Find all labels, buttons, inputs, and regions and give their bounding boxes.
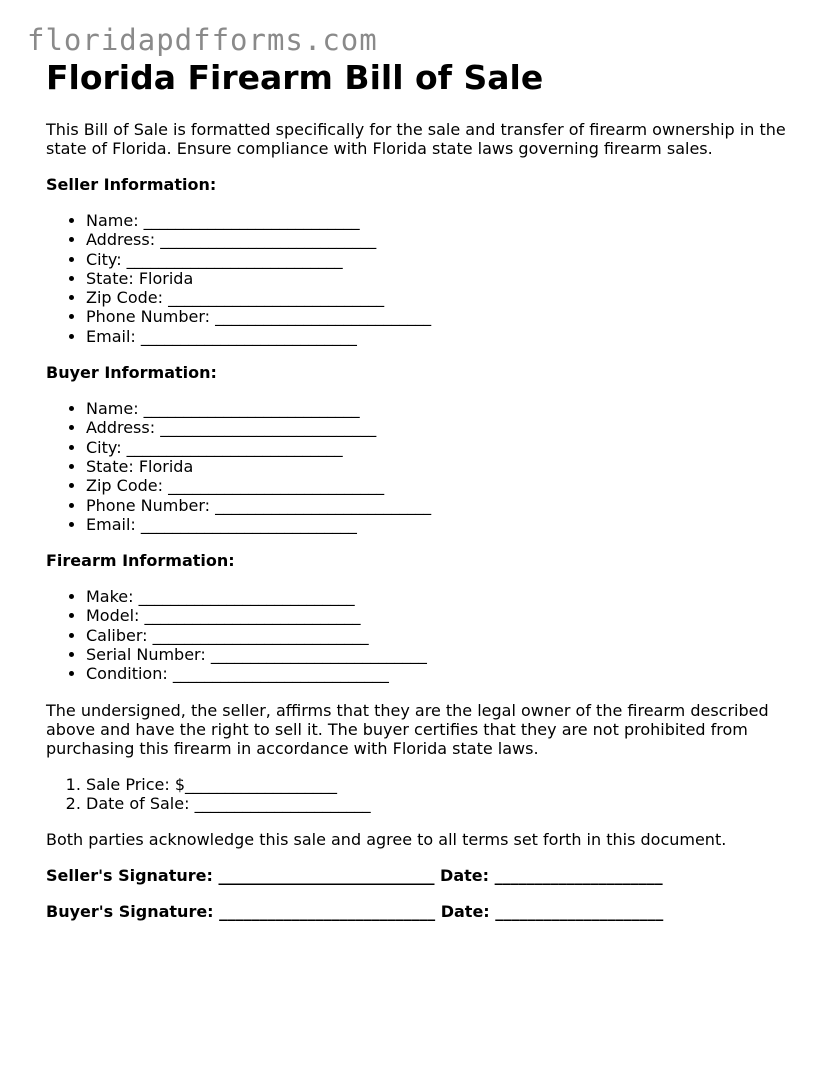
buyer-city-field: • City: ___________________________ bbox=[86, 438, 806, 457]
sale-price-field: 1. Sale Price: $___________________ bbox=[86, 775, 806, 794]
watermark: floridapdfforms.com bbox=[27, 23, 378, 57]
seller-state-field: • State: Florida bbox=[86, 269, 806, 288]
acknowledgement-paragraph: Both parties acknowledge this sale and agree to all terms set forth in this document. bbox=[46, 830, 727, 850]
firearm-caliber-field: • Caliber: ___________________________ bbox=[86, 626, 806, 645]
firearm-serial-field: • Serial Number: ___________________________ bbox=[86, 645, 806, 664]
firearm-make-field: • Make: ___________________________ bbox=[86, 587, 806, 606]
intro-paragraph: This Bill of Sale is formatted specifically for the sale and transfer of firearm ownership in the state of Florida. Ensure compliance with Florida state laws governing firearm sales. bbox=[46, 120, 786, 158]
buyer-state-field: • State: Florida bbox=[86, 457, 806, 476]
firearm-condition-field: • Condition: ___________________________ bbox=[86, 664, 806, 683]
seller-heading: Seller Information: bbox=[46, 175, 217, 194]
affirmation-paragraph: The undersigned, the seller, affirms that they are the legal owner of the firearm described above and have the right to sell it. The buyer certifies that they are not prohibited from purchasing this firearm in accordance with Florida state laws. bbox=[46, 700, 769, 758]
seller-zip-field: • Zip Code: ___________________________ bbox=[86, 288, 806, 307]
firearm-model-field: • Model: ___________________________ bbox=[86, 606, 806, 625]
buyer-signature-line: Buyer's Signature: ___________________________ Date: _____________________ bbox=[46, 902, 664, 922]
sale-date-field: 2. Date of Sale: ______________________ bbox=[86, 794, 806, 813]
buyer-address-field: • Address: ___________________________ bbox=[86, 418, 806, 437]
seller-city-field: • City: ___________________________ bbox=[86, 250, 806, 269]
page-title: Florida Firearm Bill of Sale bbox=[46, 58, 544, 97]
document-page bbox=[46, 58, 806, 921]
seller-address-field: • Address: ___________________________ bbox=[86, 230, 806, 249]
seller-signature-line: Seller's Signature: ___________________________ Date: _____________________ bbox=[46, 866, 663, 886]
buyer-email-field: • Email: ___________________________ bbox=[86, 515, 806, 534]
buyer-name-field: • Name: ___________________________ bbox=[86, 399, 806, 418]
buyer-heading: Buyer Information: bbox=[46, 363, 217, 383]
buyer-list bbox=[46, 399, 806, 534]
seller-list bbox=[46, 211, 806, 346]
sale-list bbox=[46, 775, 806, 814]
buyer-phone-field: • Phone Number: ___________________________ bbox=[86, 496, 806, 515]
seller-name-field: • Name: ___________________________ bbox=[86, 211, 806, 230]
seller-email-field: • Email: ___________________________ bbox=[86, 327, 806, 346]
firearm-heading: Firearm Information: bbox=[46, 551, 235, 571]
seller-phone-field: • Phone Number: ___________________________ bbox=[86, 307, 806, 326]
buyer-zip-field: • Zip Code: ___________________________ bbox=[86, 476, 806, 495]
firearm-list bbox=[46, 587, 806, 683]
